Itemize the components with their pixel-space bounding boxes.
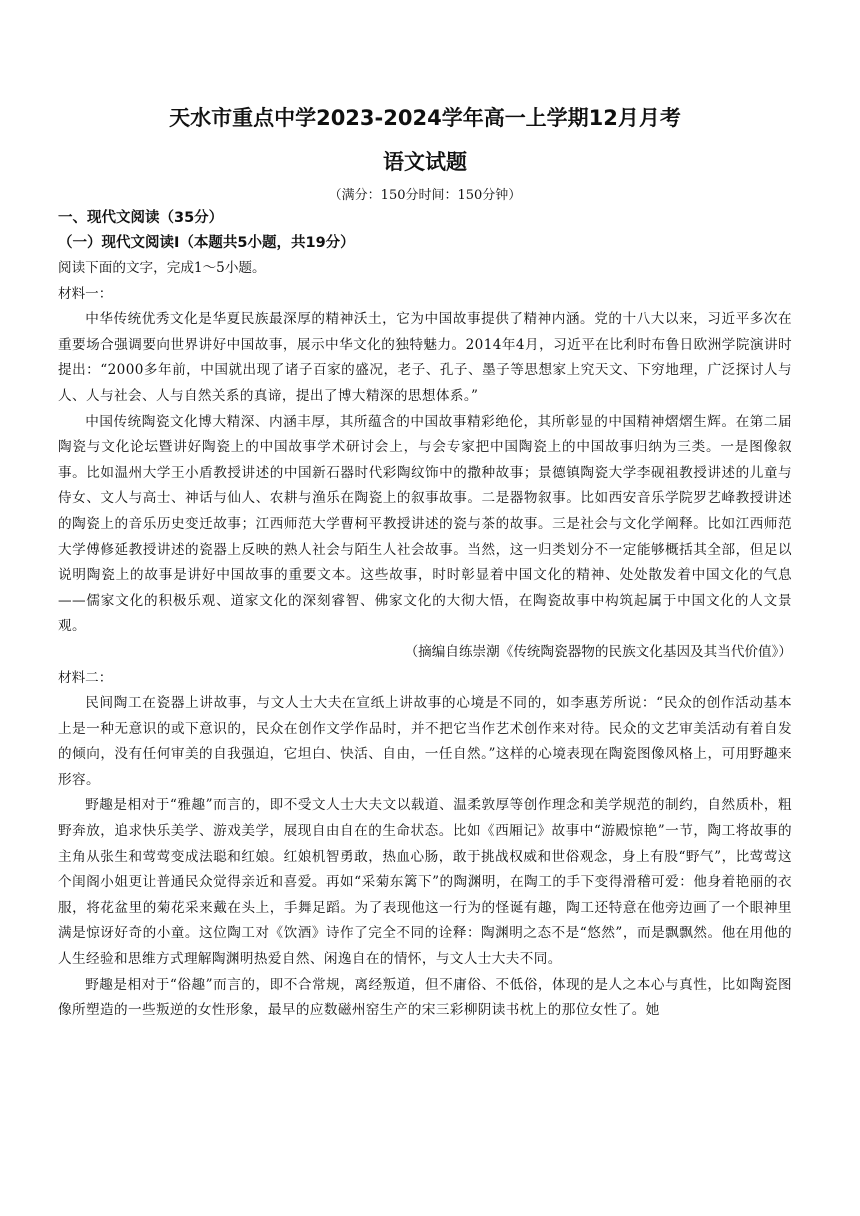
paragraph: 野趣是相对于“俗趣”而言的，即不合常规，离经叛道，但不庸俗、不低俗，体现的是人之本心与真性，比如陶瓷图像所塑造的一些叛逆的女性形象，最早的应数磁州窑生产的宋三彩柳阴读书枕上的那位女性了。她	[58, 976, 792, 1019]
exam-title: 天水市重点中学2023-2024学年高一上学期12月月考	[169, 106, 681, 130]
exam-page	[58, 98, 792, 1024]
paragraph: 中华传统优秀文化是华夏民族最深厚的精神沃土，它为中国故事提供了精神内涵。党的十八大以来，习近平多次在重要场合强调要向世界讲好中国故事，展示中华文化的独特魅力。2014年4月，习近平在比利时布鲁日欧洲学院演讲时提出：“2000多年前，中国就出现了诸子百家的盛况，老子、孔子、墨子等思想家上究天文、下穷地理，广泛探讨人与人、人与社会、人与自然关系的真谛，提出了博大精深的思想体系。”	[58, 311, 792, 404]
part-heading: （一）现代文阅读Ⅰ（本题共5小题，共19分）	[58, 235, 355, 251]
paragraph: 民间陶工在瓷器上讲故事，与文人士大夫在宣纸上讲故事的心境是不同的，如李惠芳所说：“民众的创作活动基本上是一种无意识的或下意识的，民众在创作文学作品时，并不把它当作艺术创作来对待。民众的文艺审美活动有着自发的倾向，没有任何审美的自我强迫，它坦白、快活、自由，一任自然。”这样的心境表现在陶瓷图像风格上，可用野趣来形容。	[58, 695, 792, 788]
exam-subject: 语文试题	[383, 150, 467, 174]
material-label: 材料二：	[58, 669, 113, 686]
source-citation: （摘编自练崇潮《传统陶瓷器物的民族文化基因及其当代价值》）	[404, 643, 792, 660]
paragraph: 野趣是相对于“雅趣”而言的，即不受文人士大夫文以载道、温柔敦厚等创作理念和美学规范的制约，自然质朴，粗野奔放，追求快乐美学、游戏美学，展现自由自在的生命状态。比如《西厢记》故事中“游殿惊艳”一节，陶工将故事的主角从张生和莺莺变成法聪和红娘。红娘机智勇敢，热血心肠，敢于挑战权威和世俗观念，身上有股“野气”，比莺莺这个闺阁小姐更让普通民众觉得亲近和喜爱。再如“采菊东篱下”的陶渊明，在陶工的手下变得滑稽可爱：他身着艳丽的衣服，将花盆里的菊花采来戴在头上，手舞足蹈。为了表现他这一行为的怪诞有趣，陶工还特意在他旁边画了一个眼神里满是惊讶好奇的小童。这位陶工对《饮酒》诗作了完全不同的诠释：陶渊明之态不是“悠然”，而是飘飘然。他在用他的人生经验和思维方式理解陶渊明热爱自然、闲逸自在的情怀，与文人士大夫不同。	[58, 797, 792, 968]
paragraph: 中国传统陶瓷文化博大精深、内涵丰厚，其所蕴含的中国故事精彩绝伦，其所彰显的中国精神熠熠生辉。在第二届陶瓷与文化论坛暨讲好陶瓷上的中国故事学术研讨会上，与会专家把中国陶瓷上的中国故事归纳为三类。一是图像叙事。比如温州大学王小盾教授讲述的中国新石器时代彩陶纹饰中的撒种故事；景德镇陶瓷大学李砚祖教授讲述的儿童与侍女、文人与高士、神话与仙人、农耕与渔乐在陶瓷上的叙事故事。二是器物叙事。比如西安音乐学院罗艺峰教授讲述的陶瓷上的音乐历史变迁故事；江西师范大学曹柯平教授讲述的瓷与茶的故事。三是社会与文化学阐释。比如江西师范大学傅修延教授讲述的瓷器上反映的熟人社会与陌生人社会故事。当然，这一归类划分不一定能够概括其全部，但足以说明陶瓷上的故事是讲好中国故事的重要文本。这些故事，时时彰显着中国文化的精神、处处散发着中国文化的气息——儒家文化的积极乐观、道家文化的深刻睿智、佛家文化的大彻大悟，在陶瓷故事中构筑起属于中国文化的人文景观。	[58, 413, 792, 635]
section-heading: 一、现代文阅读（35分）	[58, 210, 224, 226]
reading-instruction: 阅读下面的文字，完成1～5小题。	[58, 260, 266, 276]
score-info: （满分：150分时间：150分钟）	[328, 188, 522, 203]
material-label: 材料一：	[58, 285, 113, 302]
